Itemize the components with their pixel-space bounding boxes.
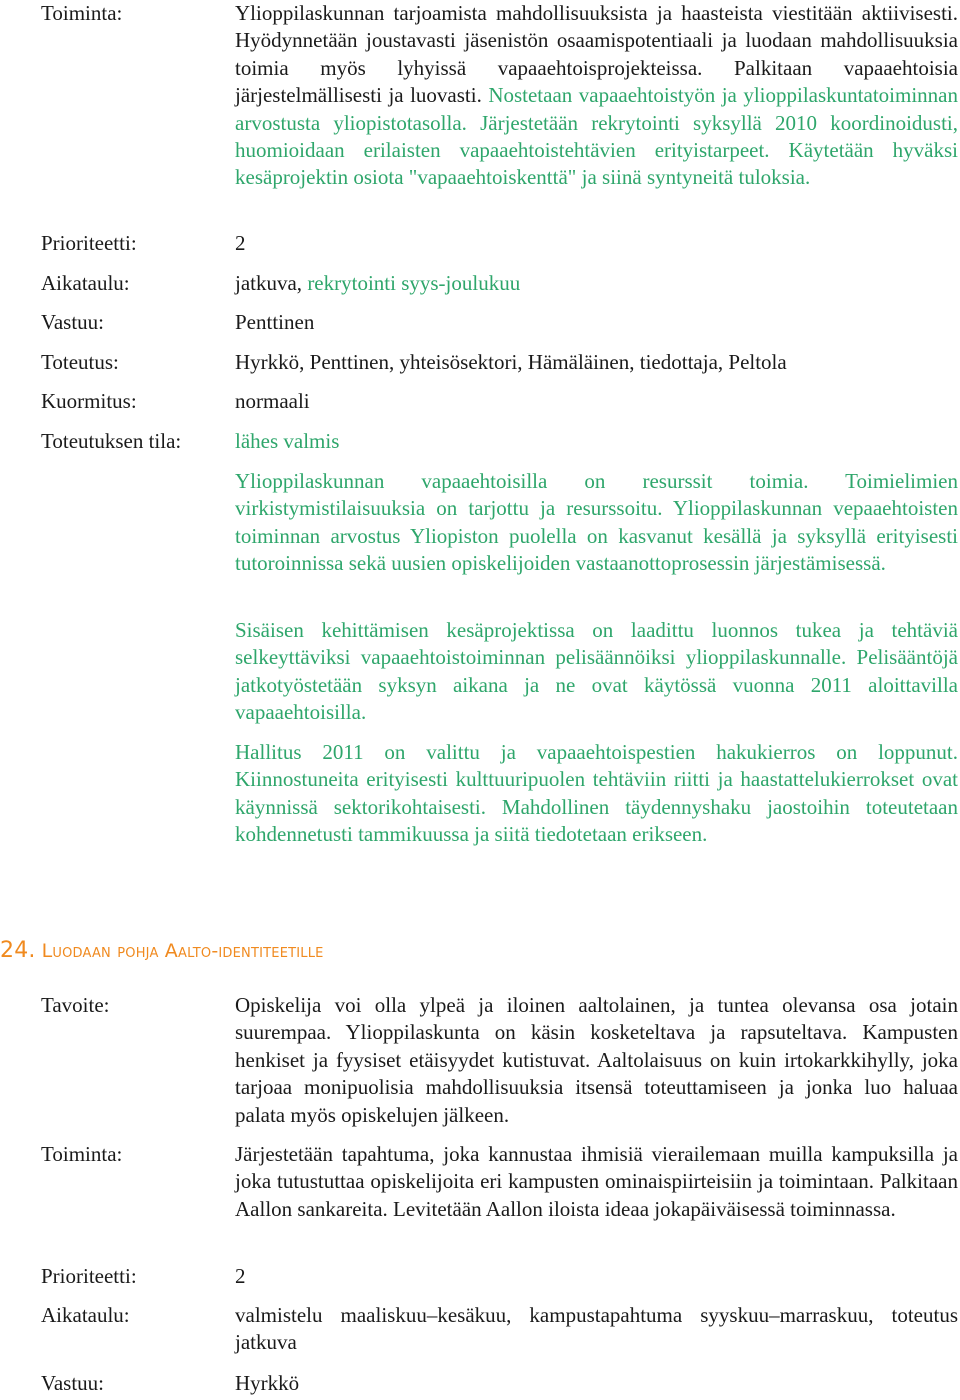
prioriteetti-24-value: 2 (235, 1264, 246, 1288)
toiminta-label: Toiminta: (41, 1, 123, 25)
aikataulu-green: rekrytointi syys-joulukuu (307, 271, 521, 295)
prioriteetti-value: 2 (235, 231, 246, 255)
section-24-title: Luodaan pohja Aalto-identiteetille (41, 940, 324, 962)
aikataulu-label: Aikataulu: (41, 271, 130, 295)
kuormitus-label: Kuormitus: (41, 389, 137, 413)
tila-paragraph-3: Hallitus 2011 on valittu ja vapaaehtoispestien hakukierros on loppunut. Kiinnostuneita erityisesti kulttuuripuolen tehtäviin riitti ja haastattelukierrokset ovat käynnissä sektorikohtaisesti. Mahdollinen täydennyshaku jaostoihin toteutetaan kohdennetusti tammikuussa ja siitä tiedotetaan erikseen. (235, 740, 958, 847)
vastuu-24-label: Vastuu: (41, 1371, 104, 1395)
toiminta-24-label: Toiminta: (41, 1142, 123, 1166)
vastuu-value: Penttinen (235, 310, 315, 334)
section-24-number: 24. (0, 938, 36, 963)
toiminta-text-black: Ylioppilaskunnan tarjoamista mahdollisuuksista ja haasteista viestitään aktiivisesti. Hyödynnetään joustavasti jäsenistön osaamispotentiaali ja luodaan mahdollisuuksia toimia myös lyhyissä vapaaehtoisprojekteissa. Palkitaan vapaaehtoisia järjestelmällisesti ja luovasti. (235, 1, 958, 108)
vastuu-24-value: Hyrkkö (235, 1371, 300, 1395)
toteutuksen-tila-label: Toteutuksen tila: (41, 429, 182, 453)
section-24-heading (0, 938, 324, 963)
tila-paragraph-1: Ylioppilaskunnan vapaaehtoisilla on resurssit toimia. Toimielimien virkistymistilaisuuksia on tarjottu ja resurssoitu. Ylioppilaskunnan vepaaehtoisten toiminnan arvostus Yliopiston puolella on kasvanut kesällä ja syksyllä erityisesti tutoroinnissa sekä uusien opiskelijoiden vastaanottoprosessin järjestämisessä. (235, 469, 958, 576)
tila-paragraph-2: Sisäisen kehittämisen kesäprojektissa on laadittu luonnos tukea ja tehtäviä selkeyttäviksi vapaaehtoistoiminnan pelisäännöiksi ylioppilaskunnalle. Pelisääntöjä jatkotyöstetään syksyn aikana ja ne ovat käytössä vuonna 2011 aloittavilla vapaaehtoisilla. (235, 618, 958, 725)
aikataulu-value (235, 270, 958, 297)
toteutus-value: Hyrkkö, Penttinen, yhteisösektori, Hämäläinen, tiedottaja, Peltola (235, 350, 787, 374)
vastuu-label: Vastuu: (41, 310, 104, 334)
toteutuksen-tila-value: lähes valmis (235, 429, 340, 453)
tavoite-text: Opiskelija voi olla ylpeä ja iloinen aaltolainen, ja tuntea olevansa osa jotain suurempaa. Ylioppilaskunta on käsin kosketeltava ja rapsuteltava. Kampusten henkiset ja fyysiset etäisyydet kutistuvat. Aaltolaisuus on kuin irtokarkkihylly, joka tarjoaa monipuolisia mahdollisuuksia itsensä toteuttamiseen ja jonka luo haluaa palata myös opiskelujen jälkeen. (235, 993, 958, 1127)
toiminta-24-text: Järjestetään tapahtuma, joka kannustaa ihmisiä vierailemaan muilla kampuksilla ja joka tutustuttaa opiskelijoita eri kampusten ominaispiirteisiin ja toimintaan. Palkitaan Aallon sankareita. Levitetään Aallon iloista ideaa jokapäiväisessä toiminnassa. (235, 1142, 958, 1221)
aikataulu-24-label: Aikataulu: (41, 1303, 130, 1327)
kuormitus-value: normaali (235, 389, 310, 413)
prioriteetti-label: Prioriteetti: (41, 231, 137, 255)
aikataulu-black: jatkuva, (235, 271, 303, 295)
tavoite-label: Tavoite: (41, 993, 110, 1017)
toiminta-text (235, 0, 958, 192)
aikataulu-24-text: valmistelu maaliskuu–kesäkuu, kampustapahtuma syyskuu–marraskuu, toteutus jatkuva (235, 1303, 958, 1355)
toteutus-label: Toteutus: (41, 350, 119, 374)
prioriteetti-24-label: Prioriteetti: (41, 1264, 137, 1288)
toiminta-text-green: Nostetaan vapaaehtoistyön ja ylioppilaskuntatoiminnan arvostusta yliopistotasolla. Järjestetään rekrytointi syksyllä 2010 koordinoidusti, huomioidaan erilaisten vapaaehtoistehtävien erityistarpeet. Käytetään hyväksi kesäprojektin osiota "vapaaehtoiskenttä" ja siinä syntyneitä tuloksia. (235, 83, 958, 190)
